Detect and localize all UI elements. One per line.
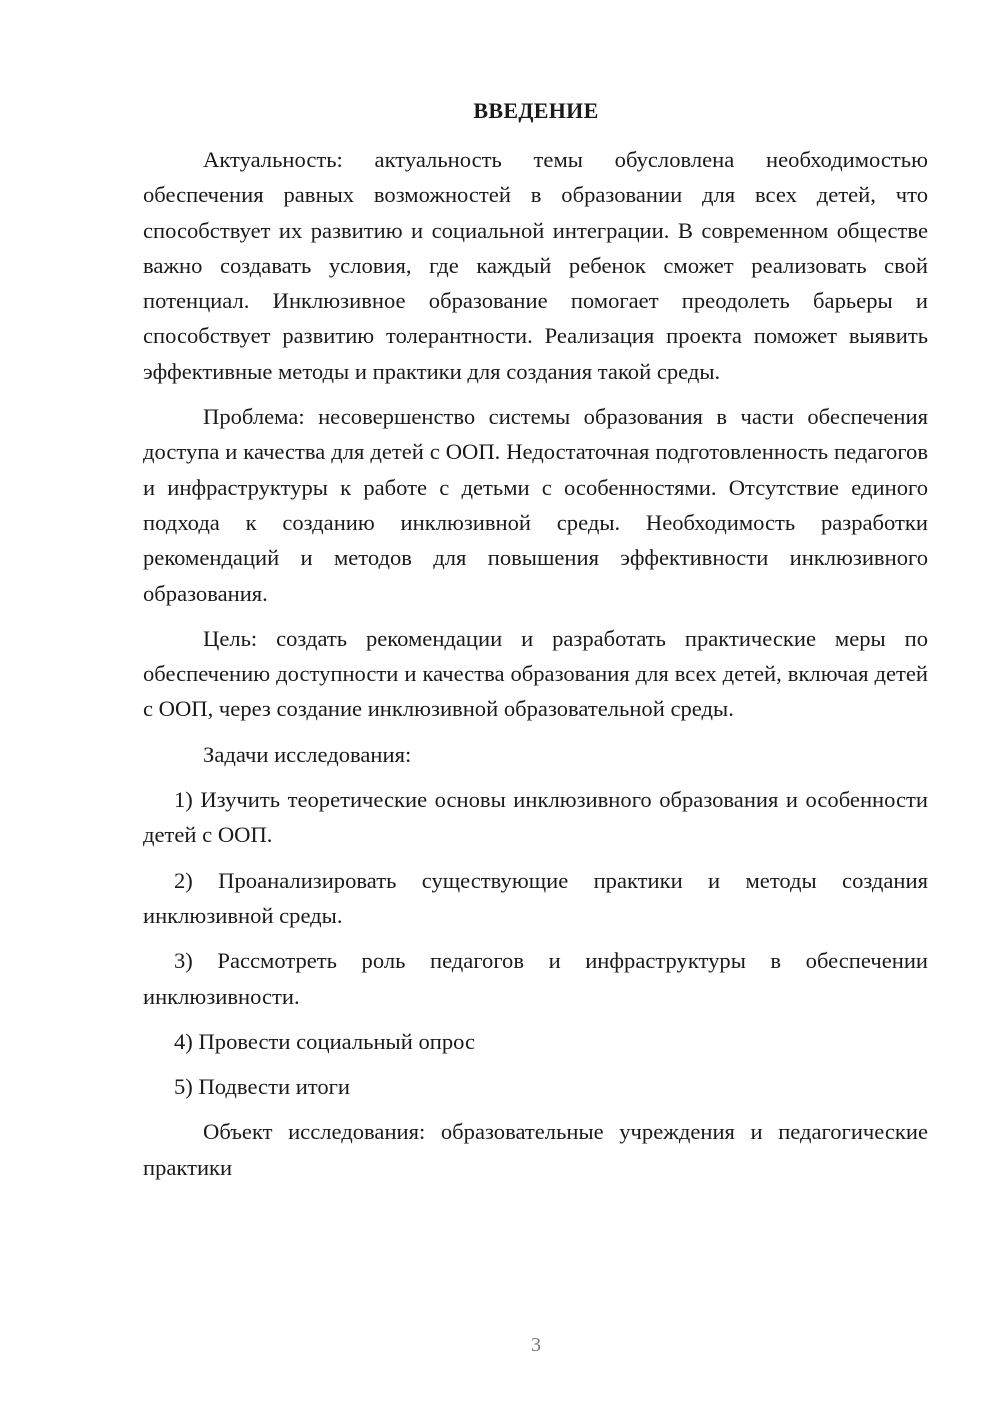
task-item-3: 3) Рассмотреть роль педагогов и инфраструктуры в обеспечении инклюзивности. xyxy=(143,948,928,1009)
task-item-5: 5) Подвести итоги xyxy=(174,1074,351,1100)
page-title: ВВЕДЕНИЕ xyxy=(473,98,599,123)
task-item-2: 2) Проанализировать существующие практики и методы создания инклюзивной среды. xyxy=(143,867,928,928)
relevance-paragraph: Актуальность: актуальность темы обусловлена необходимостью обеспечения равных возможностей в образовании для всех детей, что способствует их развитию и социальной интеграции. В современном обществе важно создавать условия, где каждый ребенок сможет реализовать свой потенциал. Инклюзивное образование помогает преодолеть барьеры и способствует развитию толерантности. Реализация проекта поможет выявить эффективные методы и практики для создания такой среды. xyxy=(143,147,928,384)
task-item-1: 1) Изучить теоретические основы инклюзивного образования и особенности детей с ООП. xyxy=(143,787,928,848)
document-body xyxy=(143,142,928,1195)
tasks-heading: Задачи исследования: xyxy=(203,741,412,767)
page-number: 3 xyxy=(531,1334,541,1356)
problem-paragraph: Проблема: несовершенство системы образования в части обеспечения доступа и качества для детей с ООП. Недостаточная подготовленность педагогов и инфраструктуры к работе с детьми с особенностями. Отсутствие единого подхода к созданию инклюзивной среды. Необходимость разработки рекомендаций и методов для повышения эффективности инклюзивного образования. xyxy=(143,404,928,606)
goal-paragraph: Цель: создать рекомендации и разработать практические меры по обеспечению доступности и качества образования для всех детей, включая детей с ООП, через создание инклюзивной образовательной среды. xyxy=(143,625,928,722)
object-paragraph: Объект исследования: образовательные учреждения и педагогические практики xyxy=(143,1119,928,1180)
task-item-4: 4) Провести социальный опрос xyxy=(174,1028,476,1054)
